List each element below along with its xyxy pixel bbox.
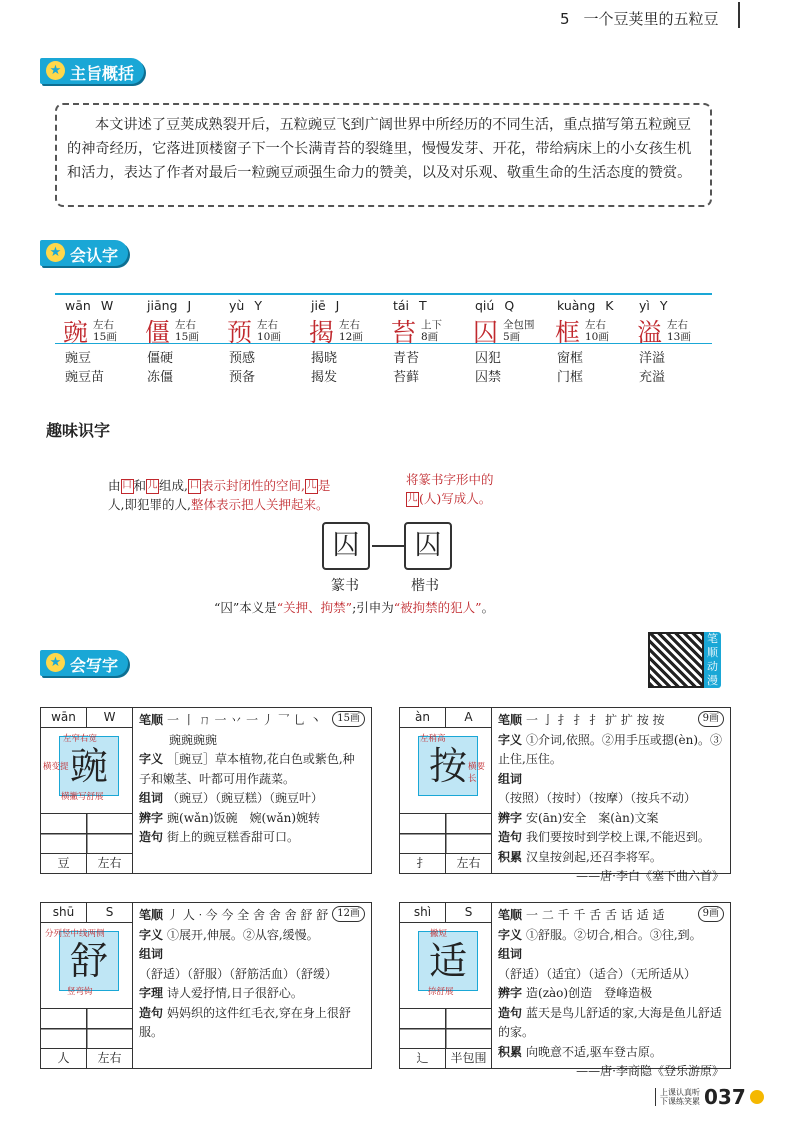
word: 窗框 <box>557 351 584 366</box>
initial: J <box>335 298 340 313</box>
word-column <box>547 349 629 387</box>
seal-label: 篆书 <box>331 578 359 594</box>
initial: K <box>605 298 614 313</box>
card-pinyin: shū <box>41 903 87 922</box>
page-footer <box>655 1085 764 1109</box>
qr-tab-label: 笔顺动漫 <box>704 632 721 688</box>
card-initial: S <box>464 905 473 919</box>
enclosure-mark: 口 <box>121 479 134 494</box>
card-hanzi: 舒 <box>59 931 119 991</box>
words-row <box>55 349 712 387</box>
pinyin: tái <box>393 298 410 313</box>
poem-source: ——唐·李白《塞下曲六首》 <box>576 869 724 883</box>
strokes: 13画 <box>667 331 691 343</box>
distinguish: 豌(wǎn)饭碗 婉(wǎn)婉转 <box>167 810 321 825</box>
fun-section-title: 趣味识字 <box>46 421 111 440</box>
brand-text: 上课认真听 下课练笑累 <box>655 1088 700 1106</box>
read-section-title: ★ 会认字 <box>40 240 128 266</box>
stroke-order: 丿 人 ᐧ 今 今 全 舍 舍 舍 舒 舒 <box>167 908 329 922</box>
chars-row <box>55 298 712 349</box>
qr-code-icon[interactable] <box>648 632 704 688</box>
compounds: （按照）（按时）（按摩）（按兵不动） <box>498 791 697 805</box>
distinguish: 造(zào)创造 登峰造极 <box>526 986 653 1000</box>
char-cell <box>55 298 137 349</box>
writing-tip: 横撇写舒展 <box>61 792 104 802</box>
word-column <box>465 349 547 387</box>
card-structure: 左右 <box>97 1051 122 1065</box>
stroke-count: 15画 <box>332 711 365 727</box>
writing-tip: 捺舒展 <box>428 987 454 997</box>
pinyin: kuàng <box>557 298 596 313</box>
word-column <box>301 349 383 387</box>
meaning: ①舒服。②切合,相合。③往,到。 <box>526 927 702 942</box>
hanzi: 预 <box>227 318 253 347</box>
stroke-count: 12画 <box>332 906 365 922</box>
example-sentence: 街上的豌豆糕香甜可口。 <box>167 830 300 844</box>
person-mark: 儿 <box>146 479 159 494</box>
compounds: （豌豆）（豌豆糕）（豌豆叶） <box>167 791 324 805</box>
stroke-order: 一 二 千 千 舌 舌 话 适 适 <box>526 908 665 922</box>
word: 囚禁 <box>475 370 502 385</box>
structure: 左右 <box>585 319 606 331</box>
person-mark-2: 儿 <box>305 479 318 494</box>
word-column <box>219 349 301 387</box>
card-structure: 左右 <box>456 856 481 870</box>
hanzi: 溢 <box>637 318 663 347</box>
strokes: 15画 <box>175 331 199 343</box>
char-card: àn A 按 左稍高 横要长 扌 左右 笔顺 一 亅 扌 扌 扌 扩 扩 按 按 9画 字义 ①介词,依照。②用手压或摁(èn)。③止住,压住。 组词（按照）（按时）（按摩）（按兵不动） 辨字 安(ān)安全 案(àn)文案 造句 我们要按时到学校上课,不能迟到。 积累 汉皇按剑起,还召李将军。 ——唐·李白《塞下曲六首》 <box>399 707 731 874</box>
seal-script-box: 囚 <box>322 522 370 570</box>
word-column <box>629 349 711 387</box>
writing-tip: 分列竖中线两侧 <box>45 929 105 939</box>
summary-text: 本文讲述了豆荚成熟裂开后，五粒豌豆飞到广阔世界中所经历的不同生活，重点描写第五粒豌豆的神奇经历，它落进顶楼窗子下一个长满青苔的裂缝里，慢慢发芽、开花，带给病床上的小女孩生机和活力，表达了作者对最后一粒豌豆顽强生命力的赞美，以及对乐观、敬重生命的生活态度的赞赏。 <box>67 117 692 181</box>
strokes: 5画 <box>503 331 521 343</box>
writing-tip: 撇短 <box>430 929 448 939</box>
kai-label: 楷书 <box>411 578 439 594</box>
stroke-count: 9画 <box>698 906 724 922</box>
star-icon: ★ <box>46 653 65 672</box>
distinguish: 诗人爱抒情,日子很舒心。 <box>167 986 303 1000</box>
word: 豌豆苗 <box>65 370 105 385</box>
structure: 左右 <box>257 319 278 331</box>
initial: T <box>419 298 427 313</box>
word: 揭发 <box>311 370 338 385</box>
card-pinyin: àn <box>400 708 446 727</box>
word: 门框 <box>557 370 584 385</box>
structure: 上下 <box>421 319 442 331</box>
card-hanzi: 豌 <box>59 736 119 796</box>
writing-tip: 左窄右宽 <box>63 734 98 744</box>
card-radical: 豆 <box>41 854 87 873</box>
pinyin: jiē <box>311 298 326 313</box>
word: 苔藓 <box>393 370 420 385</box>
star-icon: ★ <box>46 243 65 262</box>
card-radical: 辶 <box>400 1049 446 1068</box>
pinyin: jiāng <box>147 298 178 313</box>
char-cell <box>137 298 219 349</box>
strokes: 10画 <box>585 331 609 343</box>
lesson-title: 一个豆荚里的五粒豆 <box>583 10 719 28</box>
initial: Q <box>504 298 515 313</box>
summary-box <box>55 103 712 207</box>
accumulation: 汉皇按剑起,还召李将军。 <box>526 849 662 864</box>
initial: Y <box>659 298 668 313</box>
kai-script-box: 囚 <box>404 522 452 570</box>
practice-grid[interactable] <box>41 1008 132 1048</box>
writing-tip: 横要长 <box>468 762 486 784</box>
page-number: 037 <box>704 1085 746 1109</box>
card-radical: 人 <box>41 1049 87 1068</box>
char-cell <box>465 298 547 349</box>
word: 豌豆 <box>65 351 92 366</box>
strokes: 8画 <box>421 331 439 343</box>
structure: 左右 <box>667 319 688 331</box>
char-card: shū S 舒 分列竖中线两侧 竖弯钩 人 左右 笔顺 丿 人 ᐧ 今 今 全 舍 舍 舍 舒 舒 12画 字义 ①展开,伸展。②从容,缓慢。 组词（舒适）（舒服）（舒筋活血）（舒缓） 字理 诗人爱抒情,日子很舒心。 造句 妈妈织的这件红毛衣,穿在身上很舒服。 <box>40 902 372 1069</box>
compounds: （舒适）（舒服）（舒筋活血）（舒缓） <box>139 966 338 981</box>
card-radical: 扌 <box>400 854 446 873</box>
hanzi: 囚 <box>473 318 499 347</box>
card-pinyin: shì <box>400 903 446 922</box>
card-hanzi: 按 <box>418 736 478 796</box>
header-divider <box>738 2 740 28</box>
card-initial: S <box>105 905 114 919</box>
chars-mid-rule <box>55 343 712 344</box>
word-column <box>383 349 465 387</box>
chars-top-rule <box>55 293 712 295</box>
initial: Y <box>254 298 262 313</box>
card-structure: 半包围 <box>450 1051 487 1065</box>
card-structure: 左右 <box>97 856 122 870</box>
writing-tip: 竖弯钩 <box>67 987 93 997</box>
word: 囚犯 <box>475 351 502 366</box>
practice-grid[interactable] <box>400 813 491 853</box>
page-header <box>560 8 719 29</box>
word: 预备 <box>229 370 256 385</box>
structure: 左右 <box>175 319 196 331</box>
char-cell <box>383 298 465 349</box>
stroke-order: 一 亅 扌 扌 扌 扩 扩 按 按 <box>526 713 665 727</box>
practice-grid[interactable] <box>41 813 132 853</box>
hanzi: 僵 <box>145 318 171 347</box>
person-mark-3: 儿 <box>406 492 419 507</box>
card-initial: W <box>103 710 116 724</box>
distinguish-label: 字理 <box>139 986 164 1000</box>
meaning: ①展开,伸展。②从容,缓慢。 <box>167 927 319 942</box>
word-column <box>137 349 219 387</box>
distinguish-label: 辨字 <box>498 986 523 1000</box>
example-sentence: 蓝天是鸟儿舒适的家,大海是鱼儿舒适的家。 <box>498 1005 722 1039</box>
strokes: 12画 <box>339 331 363 343</box>
meaning: ［豌豆］草本植物,花白色或紫色,种子和嫩茎、叶都可用作蔬菜。 <box>139 752 355 786</box>
distinguish-label: 辨字 <box>139 810 164 825</box>
poem-source: ——唐·李商隐《登乐游原》 <box>576 1064 724 1078</box>
strokes: 10画 <box>257 331 281 343</box>
char-cell <box>547 298 629 349</box>
example-sentence: 我们要按时到学校上课,不能迟到。 <box>526 830 710 844</box>
word: 洋溢 <box>639 351 666 366</box>
meaning: ①介词,依照。②用手压或摁(èn)。③止住,压住。 <box>498 732 723 766</box>
fun-explanation: 由 口 和 儿 组成, 口 表示封闭性的空间, 儿 是 人,即犯罪的人,整体表示把人关押起来。 <box>108 478 331 512</box>
structure: 全包围 <box>503 319 535 331</box>
word: 充溢 <box>639 370 666 385</box>
initial: W <box>100 298 114 313</box>
strokes: 15画 <box>93 331 117 343</box>
word: 揭晓 <box>311 351 338 366</box>
lesson-number: 5 <box>560 9 570 28</box>
practice-grid[interactable] <box>400 1008 491 1048</box>
card-hanzi: 适 <box>418 931 478 991</box>
hanzi: 揭 <box>309 318 335 347</box>
char-cell <box>219 298 301 349</box>
writing-tip: 左稍高 <box>420 734 446 744</box>
word: 僵硬 <box>147 351 174 366</box>
char-cell <box>301 298 383 349</box>
seal-note: 将篆书字形中的 儿 (人)写成人。 <box>406 472 494 506</box>
fun-conclusion: “囚”本义是“关押、拘禁”;引申为“被拘禁的犯人”。 <box>214 600 495 615</box>
compounds: （舒适）（适宜）（适合）（无所适从） <box>498 966 697 981</box>
stroke-order-tail: 豌豌豌豌 <box>169 732 218 747</box>
pinyin: yù <box>229 298 245 313</box>
arrow-connector <box>372 545 404 547</box>
hanzi: 框 <box>555 318 581 347</box>
distinguish-label: 辨字 <box>498 810 523 825</box>
word: 青苔 <box>393 351 420 366</box>
char-card: shì S 适 撇短 捺舒展 辶 半包围 笔顺 一 二 千 千 舌 舌 话 适 适 9画 字义 ①舒服。②切合,相合。③往,到。 组词（舒适）（适宜）（适合）（无所适从） 辨字 造(zào)创造 登峰造极 造句 蓝天是鸟儿舒适的家,大海是鱼儿舒适的家。 积累 向晚意不适,驱车登古原。 ——唐·李商隐《登乐游原》 <box>399 902 731 1069</box>
card-initial: A <box>464 710 473 724</box>
accumulation: 向晚意不适,驱车登古原。 <box>526 1044 662 1059</box>
structure: 左右 <box>339 319 360 331</box>
card-pinyin: wān <box>41 708 87 727</box>
word: 预感 <box>229 351 256 366</box>
example-sentence: 妈妈织的这件红毛衣,穿在身上很舒服。 <box>139 1005 351 1039</box>
write-section-title: ★ 会写字 <box>40 650 128 676</box>
pinyin: wān <box>65 298 91 313</box>
pinyin: yì <box>639 298 650 313</box>
word-column <box>55 349 137 387</box>
star-icon: ★ <box>46 61 65 80</box>
stroke-count: 9画 <box>698 711 724 727</box>
star-icon <box>750 1090 764 1104</box>
initial: J <box>187 298 192 313</box>
pinyin: qiú <box>475 298 495 313</box>
enclosure-mark-2: 口 <box>188 479 201 494</box>
distinguish: 安(ān)安全 案(àn)文案 <box>526 810 659 825</box>
hanzi: 豌 <box>63 318 89 347</box>
stroke-order: 一 丨 ㄇ 一 丷 一 丿 乛 乚 丶 <box>167 713 322 727</box>
structure: 左右 <box>93 319 114 331</box>
char-card: wān W 豌 左窄右宽 横变提 横撇写舒展 豆 左右 笔顺 一 丨 ㄇ 一 丷 一 丿 乛 乚 丶 15画 豌豌豌豌 字义 ［豌豆］草本植物,花白色或紫色,种子和嫩茎、叶都可用作蔬菜。 组词 （豌豆）（豌豆糕）（豌豆叶） 辨字 豌(wǎn)饭碗 婉(wǎn)婉转 造句 街上的豌豆糕香甜可口。 <box>40 707 372 874</box>
hanzi: 苔 <box>391 318 417 347</box>
summary-section-title: ★ 主旨概括 <box>40 58 144 84</box>
char-cell <box>629 298 711 349</box>
word: 冻僵 <box>147 370 174 385</box>
writing-tip: 横变提 <box>43 762 69 772</box>
